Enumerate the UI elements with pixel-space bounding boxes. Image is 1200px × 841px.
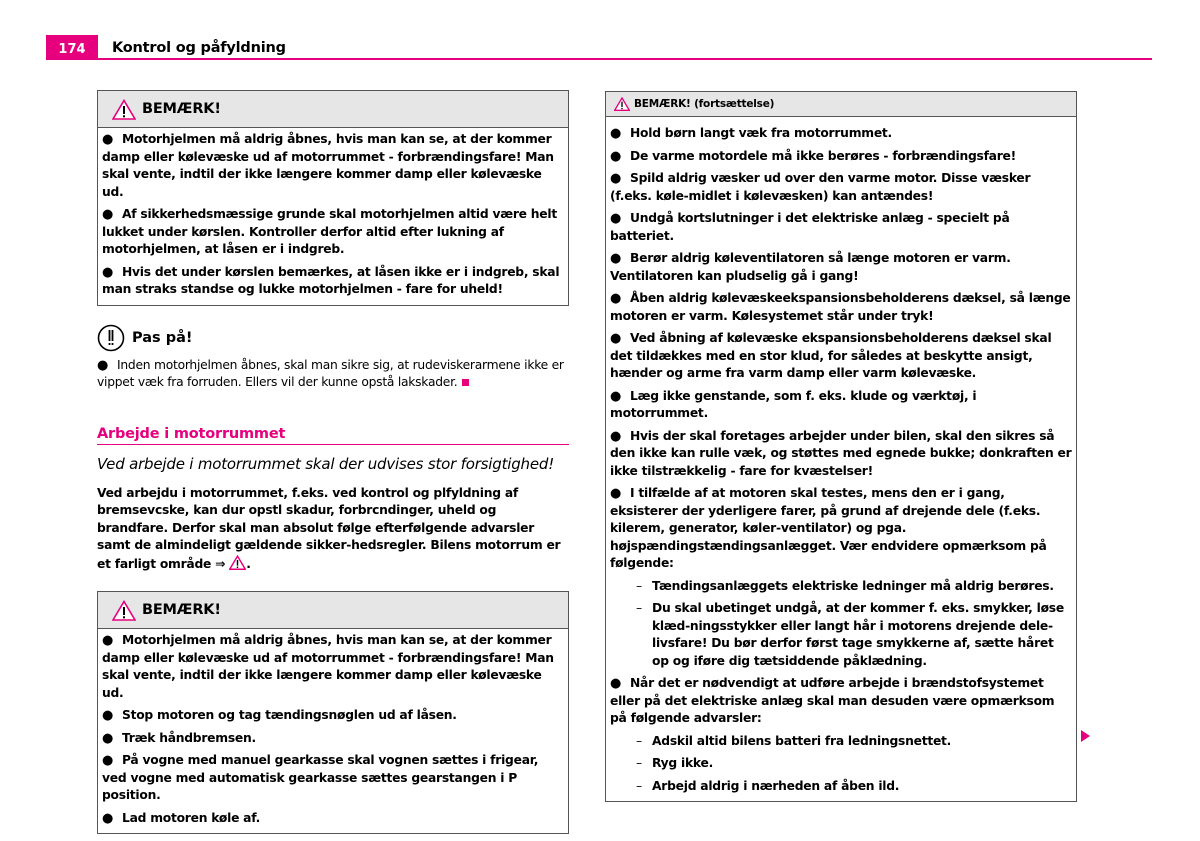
left-column xyxy=(97,90,569,834)
section-title: Arbejde i motorrummet xyxy=(97,425,286,442)
warning-item: ● Hvis det under kørslen bemærkes, at låsen ikke er i indgreb, skal man straks standse og lukke motorhjelmen - fare for uheld! xyxy=(102,264,560,296)
warning-item: ● Undgå kortslutninger i det elektriske anlæg - specielt på batteriet. xyxy=(610,211,1010,243)
caution-notice xyxy=(97,324,569,392)
warning-box-1 xyxy=(97,90,569,306)
warning-item: ● De varme motordele må ikke berøres - forbrændingsfare! xyxy=(610,148,1016,164)
header-rule xyxy=(46,58,1152,60)
warning-item: ● På vogne med manuel gearkasse skal vognen sættes i frigear, ved vogne med automatisk gearkasse sættes gearstangen i P position. xyxy=(102,753,539,802)
warning-item: ● Hold børn langt væk fra motorrummet. xyxy=(610,126,892,141)
end-marker-icon xyxy=(462,379,469,386)
warning-item: ● Træk håndbremsen. xyxy=(102,730,256,746)
warning-title: BEMÆRK! (fortsættelse) xyxy=(634,98,775,110)
continue-arrow-icon xyxy=(1081,730,1090,742)
warning-item: ● Åben aldrig kølevæskeekspansionsbeholderens dæksel, så længe motoren er varm. Kølesystemet står under tryk! xyxy=(610,291,1071,323)
warning-subitem: – Tændingsanlæggets elektriske ledninger må aldrig berøres. xyxy=(636,578,1054,593)
warning-subitem: – Arbejd aldrig i nærheden af åben ild. xyxy=(636,778,900,793)
warning-item: ● Lad motoren køle af. xyxy=(102,810,261,826)
chapter-title: Kontrol og påfyldning xyxy=(112,40,286,56)
right-column xyxy=(605,91,1077,802)
warning-title: BEMÆRK! xyxy=(142,602,221,618)
warning-item: ● Spild aldrig væsker ud over den varme motor. Disse væsker (f.eks. køle-midlet i kølevæsken) kan antændes! xyxy=(610,171,1031,203)
warning-subitem: – Ryg ikke. xyxy=(636,756,714,770)
warning-item: ● Motorhjelmen må aldrig åbnes, hvis man kan se, at der kommer damp eller kølevæske ud af motorrummet - forbrændingsfare! Man skal vente, indtil der ikke længere kommer damp eller kølevæske ud. xyxy=(102,633,554,700)
warning-box-2 xyxy=(97,591,569,834)
warning-item: ● Ved åbning af kølevæske ekspansionsbeholderens dæksel skal det tildækkes med en stor klud, for således at beskytte ansigt, hænder og arme fra varm damp eller varm kølevæske. xyxy=(610,331,1052,380)
warning-triangle-icon xyxy=(112,600,136,621)
warning-triangle-icon xyxy=(229,555,246,570)
section-rule xyxy=(97,444,569,445)
warning-item: ● Hvis der skal foretages arbejder under bilen, skal den sikres så den ikke kan rulle væk, og støttes med egnede bukke; donkraften er ikke tilstrækkelig - fare for kvæstelser! xyxy=(610,428,1072,478)
caution-circle-icon xyxy=(97,324,125,352)
warning-item: ● I tilfælde af at motoren skal testes, mens den er i gang, eksisterer der yderligere farer, på grund af drejende dele (f.eks. kilerem, generator, køler-ventilator) og pga. højspændingstændingsanlægget. Vær endvidere opmærksom på følgende: xyxy=(610,486,1047,570)
warning-item: ● Motorhjelmen må aldrig åbnes, hvis man kan se, at der kommer damp eller kølevæske ud af motorrummet - forbrændingsfare! Man skal vente, indtil der ikke længere kommer damp eller kølevæske ud. xyxy=(102,132,554,199)
warning-box-header xyxy=(98,91,568,128)
warning-triangle-icon xyxy=(614,97,630,111)
warning-item: ● Læg ikke genstande, som f. eks. klude og værktøj, i motorrummet. xyxy=(610,388,977,420)
warning-box-header xyxy=(606,92,1076,117)
warning-item: ● Af sikkerhedsmæssige grunde skal motorhjelmen altid være helt lukket under kørslen. Kontroller derfor altid efter lukning af motorhjelmen, at låsen er i indgreb. xyxy=(102,207,557,256)
warning-item: ● Når det er nødvendigt at udføre arbejde i brændstofsystemet eller på det elektriske anlæg skal man desuden være opmærksom på følgende advarsler: xyxy=(610,676,1055,725)
warning-box-continued xyxy=(605,91,1077,802)
caution-text: ● Inden motorhjelmen åbnes, skal man sikre sig, at rudeviskerarmene ikke er vippet væk fra forruden. Ellers vil der kunne opstå lakskader. xyxy=(97,357,564,389)
warning-subitem: – Du skal ubetinget undgå, at der kommer f. eks. smykker, løse klæd-ningsstykker eller langt hår i motorens drejende dele- livsfare! Du bør derfor først tage smykkerne af, sætte håret op og iføre dig tætsiddende påklædning. xyxy=(636,601,1064,668)
warning-title: BEMÆRK! xyxy=(142,101,221,117)
warning-item: ● Stop motoren og tag tændingsnøglen ud af låsen. xyxy=(102,708,457,723)
page-number: 174 xyxy=(46,35,98,60)
caution-title: Pas på! xyxy=(132,329,193,346)
warning-subitem: – Adskil altid bilens batteri fra ledningsnettet. xyxy=(636,733,952,748)
section-body: Ved arbejdu i motorrummet, f.eks. ved kontrol og plfyldning af bremsevcske, kan dur opstl skadur, forbrcndinger, uheld og brandfare. Derfor skal man absolut følge efterfølgende advarsler samt de almindeligt gældende sikker-hedsregler. Bilens motorrum er et farligt område ⇒ . xyxy=(97,485,561,571)
warning-item: ● Berør aldrig køleventilatoren så længe motoren er varm. Ventilatoren kan pludselig gå i gang! xyxy=(610,251,1011,283)
warning-box-header xyxy=(98,592,568,629)
warning-triangle-icon xyxy=(112,99,136,120)
section-subtitle: Ved arbejde i motorrummet skal der udvises stor forsigtighed! xyxy=(97,454,555,473)
